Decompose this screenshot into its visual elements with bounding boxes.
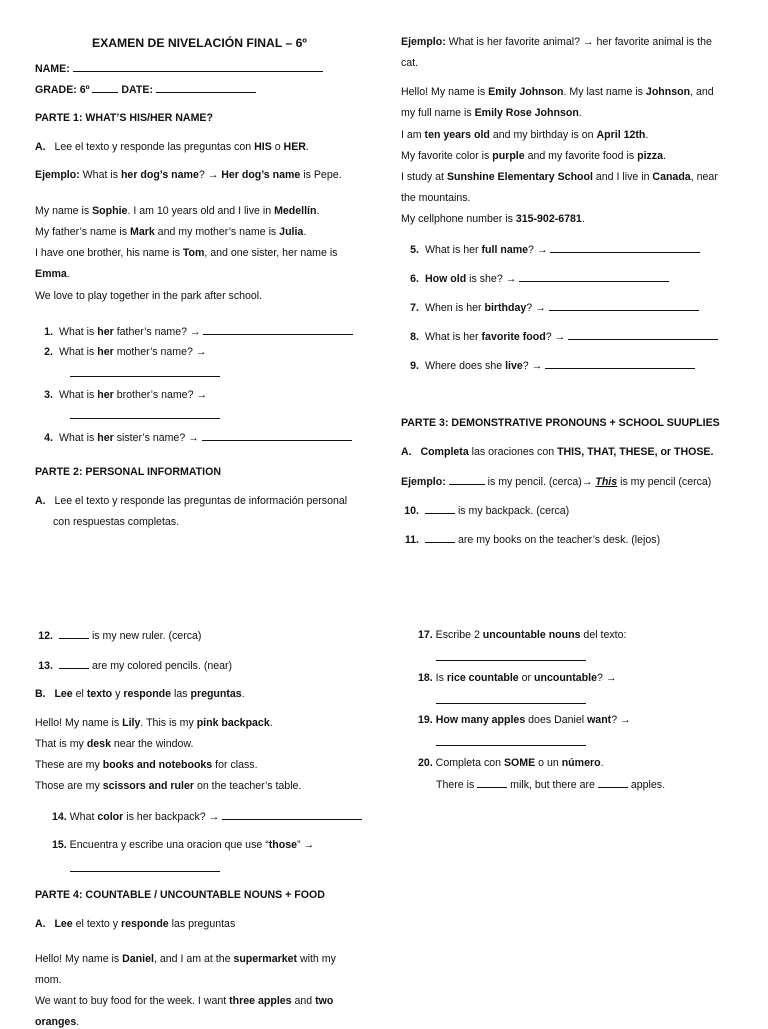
blank-20b[interactable] xyxy=(598,777,628,788)
question-2: 2. What is her mother’s name? → xyxy=(44,346,207,358)
part3-instruction: A. Completa las oraciones con THIS, THAT, THESE, or THOSE. xyxy=(401,446,714,458)
part1-example: Ejemplo: What is her dog’s name? → Her dog’s name is Pepe. xyxy=(35,169,342,181)
date-line[interactable] xyxy=(156,82,256,93)
question-3: 3. What is her brother’s name? → xyxy=(44,389,207,401)
part2-text-line: the mountains. xyxy=(401,192,471,204)
answer-line-4[interactable] xyxy=(202,430,352,441)
answer-line-1[interactable] xyxy=(203,324,353,335)
part2-instruction: A. Lee el texto y responde las preguntas de información personal xyxy=(35,495,348,507)
part4-instruction: A. Lee el texto y responde las preguntas xyxy=(35,918,236,930)
item-10: 10. is my backpack. (cerca) xyxy=(404,505,570,517)
answer-line-2[interactable] xyxy=(70,366,220,381)
part2-example-cont: cat. xyxy=(401,57,419,69)
answer-line-17[interactable] xyxy=(436,650,586,665)
name-label: NAME: xyxy=(35,63,70,75)
part1-text-line: My father’s name is Mark and my mother’s name is Julia. xyxy=(35,226,307,238)
answer-line-18[interactable] xyxy=(436,693,586,708)
question-19: 19. How many apples does Daniel want? → xyxy=(418,714,631,726)
part2-example: Ejemplo: What is her favorite animal? → her favorite animal is the xyxy=(401,36,712,48)
part2-heading: PARTE 2: PERSONAL INFORMATION xyxy=(35,466,221,478)
part1-heading: PARTE 1: WHAT’S HIS/HER NAME? xyxy=(35,112,213,124)
part1-text-line: I have one brother, his name is Tom, and one sister, her name is xyxy=(35,247,338,259)
question-9: 9. Where does she live? → xyxy=(401,358,695,373)
part3-heading: PARTE 3: DEMONSTRATIVE PRONOUNS + SCHOOL SUUPLIES xyxy=(401,417,720,429)
answer-line-5[interactable] xyxy=(550,242,700,253)
part4-heading: PARTE 4: COUNTABLE / UNCOUNTABLE NOUNS + FOOD xyxy=(35,889,325,901)
name-line[interactable] xyxy=(73,61,323,72)
answer-line-9[interactable] xyxy=(545,358,695,369)
blank-12[interactable] xyxy=(59,628,89,639)
part2-text-line: my full name is Emily Rose Johnson. xyxy=(401,107,582,119)
part1-text-line: Emma. xyxy=(35,268,70,280)
question-18: 18. Is rice countable or uncountable? → xyxy=(418,672,617,684)
part3-example: Ejemplo: is my pencil. (cerca)→ This is my pencil (cerca) xyxy=(401,476,712,488)
blank-10[interactable] xyxy=(425,503,455,514)
part3-text-line: Hello! My name is Lily. This is my pink backpack. xyxy=(35,717,273,729)
question-17: 17. Escribe 2 uncountable nouns del texto: xyxy=(418,629,627,641)
part1-text-line: We love to play together in the park after school. xyxy=(35,290,263,302)
answer-line-6[interactable] xyxy=(519,271,669,282)
part2-text-line: My cellphone number is 315-902-6781. xyxy=(401,213,585,225)
part3-text-line: That is my desk near the window. xyxy=(35,738,194,750)
answer-line-8[interactable] xyxy=(568,329,718,340)
blank-11[interactable] xyxy=(425,532,455,543)
part4-text-line: We want to buy food for the week. I want three apples and two xyxy=(35,995,334,1007)
question-8: 8. What is her favorite food? → xyxy=(401,329,718,344)
exam-title: EXAMEN DE NIVELACIÓN FINAL – 6º xyxy=(92,36,307,50)
part2-text-line: I study at Sunshine Elementary School and I live in Canada, near xyxy=(401,171,718,183)
part2-text-line: My favorite color is purple and my favorite food is pizza. xyxy=(401,150,666,162)
item-12: 12. is my new ruler. (cerca) xyxy=(38,630,202,642)
grade-label: GRADE: 6º xyxy=(35,84,90,96)
part4-text-line: Hello! My name is Daniel, and I am at the supermarket with my xyxy=(35,953,336,965)
question-1: 1. What is her father’s name? → xyxy=(35,324,353,339)
question-4: 4. What is her sister’s name? → xyxy=(35,430,352,445)
question-6: 6. How old is she? → xyxy=(401,271,669,286)
question-15: 15. Encuentra y escribe una oracion que use “those” → xyxy=(52,839,315,851)
part4-text-line: mom. xyxy=(35,974,62,986)
answer-line-3[interactable] xyxy=(70,408,220,423)
part2-instruction-cont: con respuestas completas. xyxy=(53,516,180,528)
answer-line-14[interactable] xyxy=(222,809,362,820)
question-20: 20. Completa con SOME o un número. xyxy=(418,757,604,769)
part3-text-line: Those are my scissors and ruler on the teacher’s table. xyxy=(35,780,302,792)
question-7: 7. When is her birthday? → xyxy=(401,300,699,315)
answer-line-15[interactable] xyxy=(70,861,220,876)
part3-text-line: These are my books and notebooks for class. xyxy=(35,759,258,771)
part2-text-line: I am ten years old and my birthday is on April 12th. xyxy=(401,129,649,141)
grade-date-row xyxy=(35,82,256,97)
blank-13[interactable] xyxy=(59,658,89,669)
question-5: 5. What is her full name? → xyxy=(401,242,700,257)
question-14: 14. What color is her backpack? → xyxy=(52,809,362,824)
part2-text-line: Hello! My name is Emily Johnson. My last name is Johnson, and xyxy=(401,86,714,98)
part1-instruction: A. Lee el texto y responde las preguntas con HIS o HER. xyxy=(35,141,309,153)
item-13: 13. are my colored pencils. (near) xyxy=(38,660,233,672)
part1-text-line: My name is Sophie. I am 10 years old and I live in Medellín. xyxy=(35,205,320,217)
item-11: 11. are my books on the teacher’s desk. (lejos) xyxy=(404,534,661,546)
name-field[interactable] xyxy=(35,61,323,76)
answer-line-19[interactable] xyxy=(436,735,586,750)
date-label: DATE: xyxy=(121,84,153,96)
blank-20a[interactable] xyxy=(477,777,507,788)
grade-line[interactable] xyxy=(92,82,118,93)
answer-line-7[interactable] xyxy=(549,300,699,311)
question-20-sentence: There is milk, but there are apples. xyxy=(436,779,666,791)
part4-text-line: oranges. xyxy=(35,1016,80,1028)
part3-b-instruction: B. Lee el texto y responde las preguntas. xyxy=(35,688,245,700)
